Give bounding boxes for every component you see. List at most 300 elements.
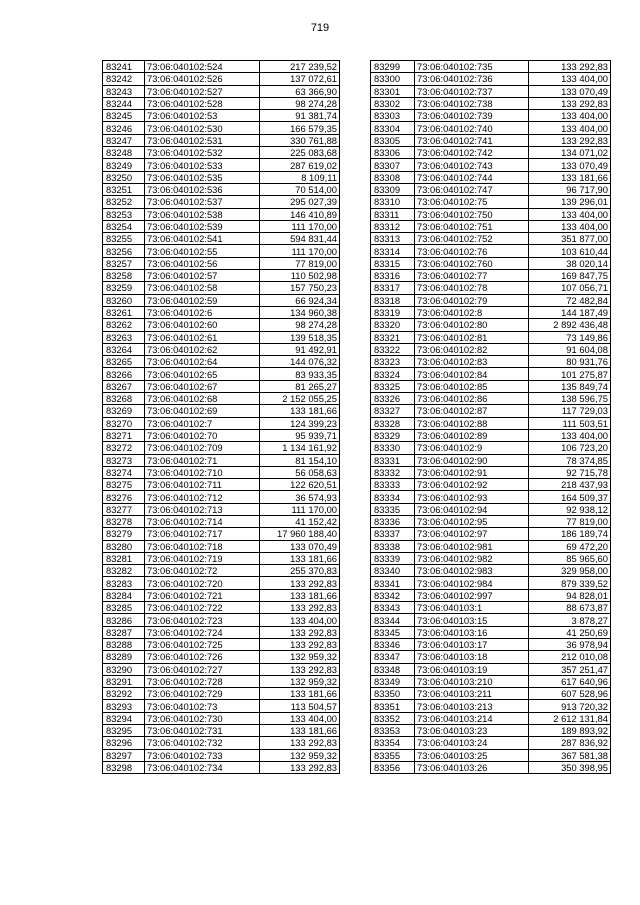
cadastral-number: 73:06:040102:80 [415, 319, 529, 331]
cadastral-value: 913 720,32 [529, 700, 611, 712]
table-row [103, 651, 340, 663]
row-number: 83244 [103, 97, 145, 109]
cadastral-value: 117 729,03 [529, 405, 611, 417]
table-row [103, 503, 340, 515]
cadastral-value: 287 619,02 [260, 159, 340, 171]
table-row [103, 688, 340, 700]
row-number: 83263 [103, 331, 145, 343]
cadastral-value: 133 404,00 [529, 220, 611, 232]
row-number: 83336 [371, 515, 415, 527]
cadastral-value: 350 398,95 [529, 761, 611, 773]
table-row [103, 515, 340, 527]
cadastral-number: 73:06:040102:92 [415, 479, 529, 491]
row-number: 83328 [371, 417, 415, 429]
cadastral-number: 73:06:040103:19 [415, 663, 529, 675]
cadastral-value: 88 673,87 [529, 602, 611, 614]
cadastral-number: 73:06:040102:530 [145, 122, 260, 134]
row-number: 83298 [103, 761, 145, 773]
cadastral-value: 146 410,89 [260, 208, 340, 220]
row-number: 83283 [103, 577, 145, 589]
cadastral-number: 73:06:040102:717 [145, 528, 260, 540]
table-row [103, 356, 340, 368]
row-number: 83271 [103, 429, 145, 441]
cadastral-number: 73:06:040102:984 [415, 577, 529, 589]
cadastral-value: 351 877,00 [529, 233, 611, 245]
cadastral-value: 255 370,83 [260, 565, 340, 577]
cadastral-number: 73:06:040103:210 [415, 675, 529, 687]
row-number: 83295 [103, 725, 145, 737]
cadastral-value: 218 437,93 [529, 479, 611, 491]
cadastral-number: 73:06:040102:710 [145, 466, 260, 478]
row-number: 83349 [371, 675, 415, 687]
cadastral-number: 73:06:040103:23 [415, 725, 529, 737]
row-number: 83253 [103, 208, 145, 220]
cadastral-value: 111 170,00 [260, 503, 340, 515]
cadastral-number: 73:06:040102:737 [415, 85, 529, 97]
row-number: 83299 [371, 61, 415, 73]
table-row [103, 429, 340, 441]
cadastral-number: 73:06:040102:713 [145, 503, 260, 515]
cadastral-number: 73:06:040102:81 [415, 331, 529, 343]
table-row [371, 663, 611, 675]
cadastral-number: 73:06:040102:730 [145, 712, 260, 724]
table-row [103, 749, 340, 761]
cadastral-number: 73:06:040103:211 [415, 688, 529, 700]
cadastral-value: 91 381,74 [260, 110, 340, 122]
cadastral-table-left [102, 60, 340, 774]
table-row [103, 233, 340, 245]
cadastral-number: 73:06:040102:736 [415, 73, 529, 85]
cadastral-number: 73:06:040102:752 [415, 233, 529, 245]
table-row [103, 319, 340, 331]
cadastral-number: 73:06:040102:751 [415, 220, 529, 232]
row-number: 83265 [103, 356, 145, 368]
cadastral-value: 594 831,44 [260, 233, 340, 245]
table-row [371, 380, 611, 392]
row-number: 83288 [103, 638, 145, 650]
row-number: 83268 [103, 393, 145, 405]
table-row [103, 196, 340, 208]
cadastral-number: 73:06:040102:719 [145, 552, 260, 564]
row-number: 83278 [103, 515, 145, 527]
table-row [103, 589, 340, 601]
cadastral-number: 73:06:040102:714 [145, 515, 260, 527]
row-number: 83289 [103, 651, 145, 663]
row-number: 83309 [371, 183, 415, 195]
cadastral-value: 106 723,20 [529, 442, 611, 454]
row-number: 83325 [371, 380, 415, 392]
cadastral-value: 330 761,88 [260, 134, 340, 146]
cadastral-value: 329 958,00 [529, 565, 611, 577]
cadastral-value: 78 374,85 [529, 454, 611, 466]
table-row [371, 319, 611, 331]
table-row [371, 196, 611, 208]
cadastral-value: 133 292,83 [260, 602, 340, 614]
cadastral-value: 189 893,92 [529, 725, 611, 737]
cadastral-number: 73:06:040102:531 [145, 134, 260, 146]
table-row [371, 183, 611, 195]
row-number: 83246 [103, 122, 145, 134]
cadastral-value: 98 274,28 [260, 97, 340, 109]
row-number: 83290 [103, 663, 145, 675]
cadastral-number: 73:06:040102:53 [145, 110, 260, 122]
row-number: 83340 [371, 565, 415, 577]
row-number: 83247 [103, 134, 145, 146]
row-number: 83317 [371, 282, 415, 294]
cadastral-number: 73:06:040102:57 [145, 270, 260, 282]
cadastral-number: 73:06:040102:73 [145, 700, 260, 712]
cadastral-number: 73:06:040102:58 [145, 282, 260, 294]
row-number: 83342 [371, 589, 415, 601]
table-row [371, 405, 611, 417]
table-row [371, 134, 611, 146]
cadastral-value: 133 070,49 [260, 540, 340, 552]
table-row [371, 220, 611, 232]
cadastral-number: 73:06:040102:70 [145, 429, 260, 441]
row-number: 83285 [103, 602, 145, 614]
cadastral-number: 73:06:040103:213 [415, 700, 529, 712]
cadastral-value: 133 292,83 [260, 761, 340, 773]
row-number: 83306 [371, 147, 415, 159]
table-row [371, 85, 611, 97]
cadastral-value: 133 404,00 [529, 429, 611, 441]
row-number: 83335 [371, 503, 415, 515]
cadastral-value: 94 828,01 [529, 589, 611, 601]
row-number: 83352 [371, 712, 415, 724]
cadastral-number: 73:06:040102:750 [415, 208, 529, 220]
table-row [371, 343, 611, 355]
cadastral-value: 2 612 131,84 [529, 712, 611, 724]
cadastral-number: 73:06:040102:732 [145, 737, 260, 749]
cadastral-number: 73:06:040102:93 [415, 491, 529, 503]
cadastral-number: 73:06:040102:65 [145, 368, 260, 380]
cadastral-value: 166 579,35 [260, 122, 340, 134]
table-row [371, 306, 611, 318]
cadastral-value: 110 502,98 [260, 270, 340, 282]
cadastral-number: 73:06:040102:79 [415, 294, 529, 306]
row-number: 83256 [103, 245, 145, 257]
row-number: 83338 [371, 540, 415, 552]
table-row [103, 380, 340, 392]
row-number: 83254 [103, 220, 145, 232]
cadastral-number: 73:06:040102:709 [145, 442, 260, 454]
row-number: 83332 [371, 466, 415, 478]
cadastral-value: 111 503,51 [529, 417, 611, 429]
table-row [103, 122, 340, 134]
cadastral-value: 133 181,66 [260, 589, 340, 601]
page-number: 719 [310, 22, 330, 34]
cadastral-value: 133 292,83 [260, 663, 340, 675]
row-number: 83314 [371, 245, 415, 257]
cadastral-value: 367 581,38 [529, 749, 611, 761]
cadastral-number: 73:06:040102:733 [145, 749, 260, 761]
cadastral-value: 133 404,00 [529, 110, 611, 122]
row-number: 83339 [371, 552, 415, 564]
cadastral-number: 73:06:040102:726 [145, 651, 260, 663]
table-row [103, 294, 340, 306]
cadastral-number: 73:06:040102:75 [415, 196, 529, 208]
table-row [103, 257, 340, 269]
cadastral-number: 73:06:040102:982 [415, 552, 529, 564]
table-row [371, 282, 611, 294]
cadastral-value: 134 071,02 [529, 147, 611, 159]
table-row [103, 208, 340, 220]
row-number: 83330 [371, 442, 415, 454]
table-row [371, 552, 611, 564]
row-number: 83281 [103, 552, 145, 564]
cadastral-value: 81 154,10 [260, 454, 340, 466]
cadastral-value: 169 847,75 [529, 270, 611, 282]
cadastral-number: 73:06:040102:86 [415, 393, 529, 405]
cadastral-value: 73 149,86 [529, 331, 611, 343]
cadastral-number: 73:06:040102:725 [145, 638, 260, 650]
cadastral-value: 38 020,14 [529, 257, 611, 269]
cadastral-value: 66 924,34 [260, 294, 340, 306]
row-number: 83304 [371, 122, 415, 134]
cadastral-value: 133 292,83 [529, 61, 611, 73]
cadastral-number: 73:06:040102:997 [415, 589, 529, 601]
row-number: 83326 [371, 393, 415, 405]
cadastral-value: 92 715,78 [529, 466, 611, 478]
cadastral-number: 73:06:040102:71 [145, 454, 260, 466]
table-row [103, 700, 340, 712]
cadastral-value: 133 404,00 [529, 122, 611, 134]
table-row [371, 712, 611, 724]
row-number: 83270 [103, 417, 145, 429]
row-number: 83324 [371, 368, 415, 380]
cadastral-value: 133 404,00 [529, 73, 611, 85]
table-row [371, 417, 611, 429]
cadastral-value: 295 027,39 [260, 196, 340, 208]
table-row [103, 479, 340, 491]
cadastral-number: 73:06:040102:69 [145, 405, 260, 417]
table-row [371, 61, 611, 73]
row-number: 83291 [103, 675, 145, 687]
cadastral-number: 73:06:040102:727 [145, 663, 260, 675]
cadastral-number: 73:06:040102:738 [415, 97, 529, 109]
cadastral-number: 73:06:040102:78 [415, 282, 529, 294]
row-number: 83260 [103, 294, 145, 306]
cadastral-number: 73:06:040102:62 [145, 343, 260, 355]
cadastral-number: 73:06:040103:25 [415, 749, 529, 761]
cadastral-value: 133 404,00 [260, 614, 340, 626]
row-number: 83350 [371, 688, 415, 700]
cadastral-number: 73:06:040102:6 [145, 306, 260, 318]
row-number: 83262 [103, 319, 145, 331]
row-number: 83276 [103, 491, 145, 503]
row-number: 83347 [371, 651, 415, 663]
cadastral-number: 73:06:040103:18 [415, 651, 529, 663]
table-row [103, 491, 340, 503]
table-row [371, 356, 611, 368]
row-number: 83257 [103, 257, 145, 269]
cadastral-number: 73:06:040102:537 [145, 196, 260, 208]
row-number: 83250 [103, 171, 145, 183]
row-number: 83334 [371, 491, 415, 503]
cadastral-value: 135 849,74 [529, 380, 611, 392]
cadastral-number: 73:06:040102:527 [145, 85, 260, 97]
row-number: 83307 [371, 159, 415, 171]
cadastral-number: 73:06:040102:723 [145, 614, 260, 626]
cadastral-number: 73:06:040102:85 [415, 380, 529, 392]
row-number: 83252 [103, 196, 145, 208]
table-row [371, 442, 611, 454]
cadastral-value: 91 604,08 [529, 343, 611, 355]
cadastral-value: 17 960 188,40 [260, 528, 340, 540]
row-number: 83319 [371, 306, 415, 318]
table-row [103, 675, 340, 687]
row-number: 83331 [371, 454, 415, 466]
row-number: 83300 [371, 73, 415, 85]
cadastral-number: 73:06:040102:97 [415, 528, 529, 540]
cadastral-value: 133 181,66 [260, 552, 340, 564]
row-number: 83294 [103, 712, 145, 724]
cadastral-value: 133 404,00 [529, 208, 611, 220]
cadastral-number: 73:06:040102:95 [415, 515, 529, 527]
cadastral-number: 73:06:040102:7 [145, 417, 260, 429]
cadastral-number: 73:06:040102:94 [415, 503, 529, 515]
cadastral-value: 72 482,84 [529, 294, 611, 306]
table-row [103, 220, 340, 232]
cadastral-number: 73:06:040102:718 [145, 540, 260, 552]
cadastral-number: 73:06:040102:533 [145, 159, 260, 171]
cadastral-value: 111 170,00 [260, 245, 340, 257]
cadastral-number: 73:06:040102:72 [145, 565, 260, 577]
cadastral-number: 73:06:040102:538 [145, 208, 260, 220]
table-row [371, 171, 611, 183]
cadastral-value: 81 265,27 [260, 380, 340, 392]
cadastral-value: 212 010,08 [529, 651, 611, 663]
cadastral-value: 77 819,00 [260, 257, 340, 269]
cadastral-value: 91 492,91 [260, 343, 340, 355]
table-row [103, 393, 340, 405]
row-number: 83245 [103, 110, 145, 122]
cadastral-value: 217 239,52 [260, 61, 340, 73]
cadastral-number: 73:06:040103:16 [415, 626, 529, 638]
cadastral-number: 73:06:040102:760 [415, 257, 529, 269]
cadastral-number: 73:06:040102:83 [415, 356, 529, 368]
table-row [371, 725, 611, 737]
cadastral-number: 73:06:040102:82 [415, 343, 529, 355]
row-number: 83302 [371, 97, 415, 109]
row-number: 83286 [103, 614, 145, 626]
cadastral-value: 157 750,23 [260, 282, 340, 294]
row-number: 83351 [371, 700, 415, 712]
row-number: 83269 [103, 405, 145, 417]
cadastral-value: 139 518,35 [260, 331, 340, 343]
cadastral-value: 137 072,61 [260, 73, 340, 85]
row-number: 83255 [103, 233, 145, 245]
table-row [371, 159, 611, 171]
cadastral-value: 139 296,01 [529, 196, 611, 208]
row-number: 83341 [371, 577, 415, 589]
cadastral-value: 133 070,49 [529, 85, 611, 97]
cadastral-number: 73:06:040102:743 [415, 159, 529, 171]
table-row [103, 61, 340, 73]
table-row [103, 614, 340, 626]
cadastral-number: 73:06:040102:76 [415, 245, 529, 257]
row-number: 83322 [371, 343, 415, 355]
table-row [103, 454, 340, 466]
cadastral-value: 113 504,57 [260, 700, 340, 712]
table-row [371, 528, 611, 540]
cadastral-value: 133 292,83 [529, 97, 611, 109]
row-number: 83266 [103, 368, 145, 380]
table-row [371, 626, 611, 638]
cadastral-number: 73:06:040102:731 [145, 725, 260, 737]
table-row [103, 85, 340, 97]
table-row [371, 122, 611, 134]
row-number: 83333 [371, 479, 415, 491]
table-row [103, 540, 340, 552]
table-row [371, 294, 611, 306]
cadastral-number: 73:06:040102:60 [145, 319, 260, 331]
cadastral-value: 83 933,35 [260, 368, 340, 380]
row-number: 83258 [103, 270, 145, 282]
table-row [371, 454, 611, 466]
row-number: 83242 [103, 73, 145, 85]
cadastral-number: 73:06:040103:1 [415, 602, 529, 614]
table-row [371, 491, 611, 503]
row-number: 83355 [371, 749, 415, 761]
cadastral-value: 95 939,71 [260, 429, 340, 441]
table-row [103, 638, 340, 650]
cadastral-value: 133 070,49 [529, 159, 611, 171]
row-number: 83264 [103, 343, 145, 355]
row-number: 83251 [103, 183, 145, 195]
cadastral-number: 73:06:040102:535 [145, 171, 260, 183]
row-number: 83329 [371, 429, 415, 441]
cadastral-value: 607 528,96 [529, 688, 611, 700]
row-number: 83279 [103, 528, 145, 540]
cadastral-number: 73:06:040102:541 [145, 233, 260, 245]
cadastral-value: 8 109,11 [260, 171, 340, 183]
row-number: 83297 [103, 749, 145, 761]
cadastral-number: 73:06:040103:26 [415, 761, 529, 773]
row-number: 83354 [371, 737, 415, 749]
row-number: 83321 [371, 331, 415, 343]
table-row [371, 761, 611, 773]
cadastral-number: 73:06:040102:59 [145, 294, 260, 306]
row-number: 83343 [371, 602, 415, 614]
table-row [371, 110, 611, 122]
row-number: 83274 [103, 466, 145, 478]
table-row [103, 270, 340, 282]
cadastral-value: 101 275,87 [529, 368, 611, 380]
cadastral-table-right [370, 60, 611, 774]
row-number: 83305 [371, 134, 415, 146]
cadastral-value: 132 959,32 [260, 651, 340, 663]
cadastral-value: 41 152,42 [260, 515, 340, 527]
cadastral-number: 73:06:040103:17 [415, 638, 529, 650]
row-number: 83316 [371, 270, 415, 282]
table-row [103, 73, 340, 85]
row-number: 83312 [371, 220, 415, 232]
row-number: 83353 [371, 725, 415, 737]
table-row [103, 417, 340, 429]
cadastral-value: 879 339,52 [529, 577, 611, 589]
table-row [103, 442, 340, 454]
table-row [103, 466, 340, 478]
cadastral-number: 73:06:040102:526 [145, 73, 260, 85]
cadastral-value: 96 717,90 [529, 183, 611, 195]
table-row [103, 725, 340, 737]
cadastral-number: 73:06:040102:744 [415, 171, 529, 183]
cadastral-number: 73:06:040102:536 [145, 183, 260, 195]
table-row [371, 651, 611, 663]
cadastral-number: 73:06:040102:739 [415, 110, 529, 122]
row-number: 83261 [103, 306, 145, 318]
